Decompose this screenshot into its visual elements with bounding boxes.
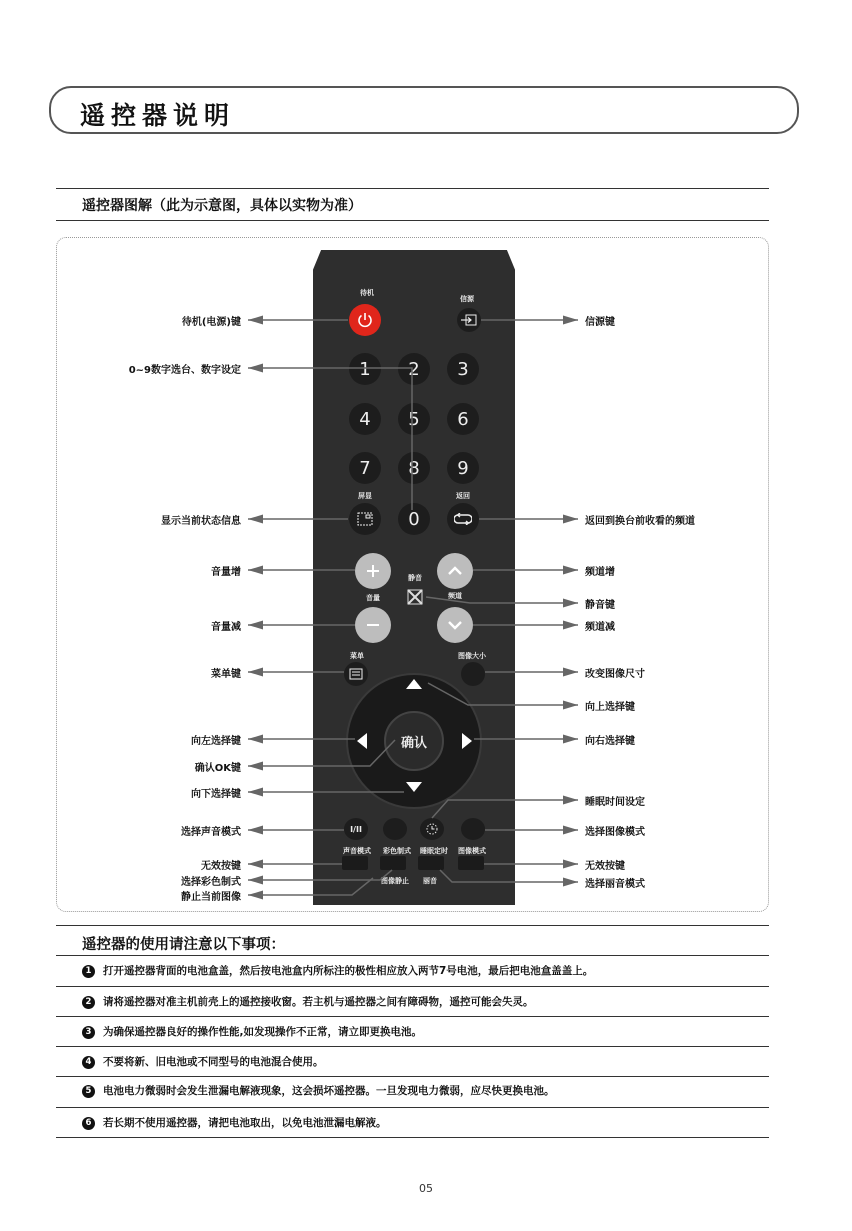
callout-right: 静音键 <box>585 600 615 611</box>
digit-9-button[interactable]: 9 <box>447 452 479 484</box>
divider <box>56 1076 769 1077</box>
callout-right: 信源键 <box>585 317 615 328</box>
digit-2-button[interactable]: 2 <box>398 353 430 385</box>
callout-left: 向下选择键 <box>191 789 241 800</box>
callout-left: 菜单键 <box>211 669 241 680</box>
note-item <box>82 1083 555 1098</box>
note-item <box>82 963 593 978</box>
callout-right: 频道减 <box>585 622 615 633</box>
callout-left: 无效按键 <box>201 861 241 872</box>
menu-label: 菜单 <box>350 652 364 660</box>
bottom-label: 彩色制式 <box>383 847 411 855</box>
callout-right: 选择丽音模式 <box>585 879 645 890</box>
note-text: 为确保遥控器良好的操作性能,如发现操作不正常，请立即更换电池。 <box>103 1026 422 1038</box>
callout-left: 待机(电源)键 <box>181 317 241 328</box>
bullet-number: 5 <box>82 1085 95 1098</box>
bullet-number: 3 <box>82 1026 95 1039</box>
callout-left: 静止当前图像 <box>181 892 241 903</box>
divider <box>56 1016 769 1017</box>
page-number: 05 <box>419 1182 433 1195</box>
channel-label: 频道 <box>448 592 462 600</box>
ok-label: 确认 <box>400 735 427 751</box>
source-label: 信源 <box>460 295 474 303</box>
bullet-number: 2 <box>82 996 95 1009</box>
note-item <box>82 1054 324 1069</box>
nicam-label: 丽音 <box>423 877 437 885</box>
digit-6-button[interactable]: 6 <box>447 403 479 435</box>
bottom-label: 图像模式 <box>458 847 486 855</box>
callout-right: 睡眠时间设定 <box>585 797 645 808</box>
callout-right: 无效按键 <box>585 861 625 872</box>
digit-5-button[interactable]: 5 <box>398 403 430 435</box>
arrow-group <box>248 320 578 895</box>
bullet-number: 4 <box>82 1056 95 1069</box>
bottom-label: 声音模式 <box>343 847 371 855</box>
divider <box>56 986 769 987</box>
callout-left: 音量增 <box>211 567 241 578</box>
callout-right: 向右选择键 <box>585 736 635 747</box>
divider <box>56 1046 769 1047</box>
callout-left: 0~9数字选台、数字设定 <box>128 365 241 376</box>
digit-3-button[interactable]: 3 <box>447 353 479 385</box>
callout-right: 向上选择键 <box>585 702 635 713</box>
bullet-number: 6 <box>82 1117 95 1130</box>
mute-label: 静音 <box>408 574 422 582</box>
callout-left: 显示当前状态信息 <box>161 516 241 527</box>
power-label: 待机 <box>360 289 374 297</box>
callout-left: 选择声音模式 <box>181 827 241 838</box>
note-text: 电池电力微弱时会发生泄漏电解液现象，这会损坏遥控器。一旦发现电力微弱，应尽快更换电池。 <box>103 1085 555 1097</box>
notes-heading: 遥控器的使用请注意以下事项： <box>82 937 285 953</box>
digit-4-button[interactable]: 4 <box>349 403 381 435</box>
divider <box>56 925 769 926</box>
callout-right: 返回到换台前收看的频道 <box>585 516 695 527</box>
callout-left: 确认OK键 <box>194 763 241 774</box>
volume-label: 音量 <box>366 594 380 602</box>
note-text: 不要将新、旧电池或不同型号的电池混合使用。 <box>103 1056 324 1068</box>
callout-right: 频道增 <box>585 567 615 578</box>
divider <box>56 1137 769 1138</box>
digit-0-button[interactable]: 0 <box>398 503 430 535</box>
note-item <box>82 994 534 1009</box>
callout-left: 向左选择键 <box>191 736 241 747</box>
divider <box>56 1107 769 1108</box>
callout-left: 音量减 <box>211 622 241 633</box>
image-size-label: 图像大小 <box>458 652 486 660</box>
bullet-number: 1 <box>82 965 95 978</box>
diagram-heading: 遥控器图解（此为示意图，具体以实物为准） <box>82 198 362 214</box>
note-text: 请将遥控器对准主机前壳上的遥控接收窗。若主机与遥控器之间有障碍物，遥控可能会失灵。 <box>103 996 534 1008</box>
back-label: 返回 <box>456 492 470 500</box>
bottom-label: 睡眠定时 <box>420 847 448 855</box>
callout-left: 选择彩色制式 <box>181 877 241 888</box>
note-item <box>82 1024 422 1039</box>
divider <box>56 955 769 956</box>
digit-1-button[interactable]: 1 <box>349 353 381 385</box>
freeze-label: 图像静止 <box>381 877 409 885</box>
screen-label: 屏显 <box>358 492 372 500</box>
digit-8-button[interactable]: 8 <box>398 452 430 484</box>
sound-mode-button[interactable]: I/II <box>344 818 368 840</box>
digit-7-button[interactable]: 7 <box>349 452 381 484</box>
page-title: 遥控器说明 <box>80 101 236 130</box>
note-text: 若长期不使用遥控器，请把电池取出，以免电池泄漏电解液。 <box>103 1117 387 1129</box>
callout-right: 改变图像尺寸 <box>585 669 645 680</box>
callout-right: 选择图像模式 <box>585 827 645 838</box>
note-item <box>82 1115 387 1130</box>
note-text: 打开遥控器背面的电池盒盖，然后按电池盒内所标注的极性相应放入两节7号电池，最后把电池盒盖盖上。 <box>103 965 594 977</box>
